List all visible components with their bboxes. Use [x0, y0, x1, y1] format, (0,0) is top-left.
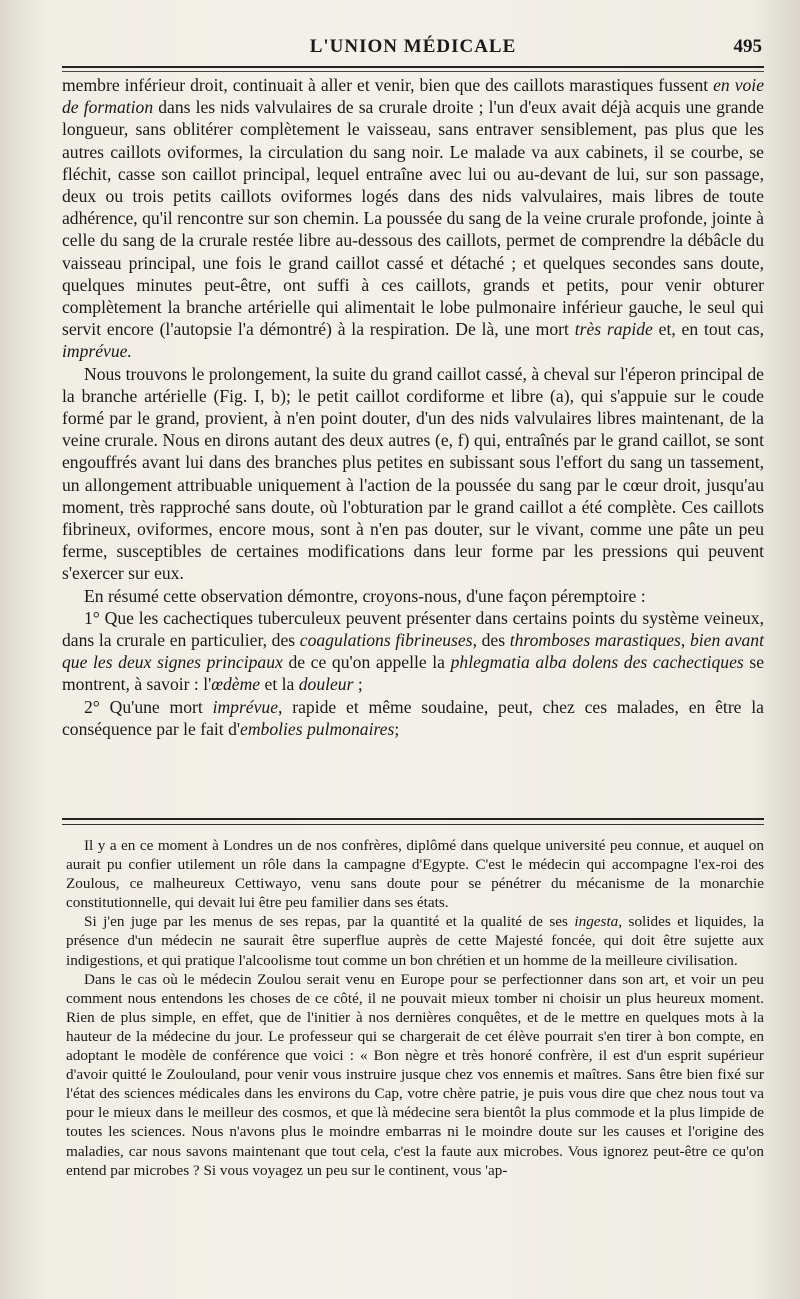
text-run: de ce qu'on appelle la — [282, 652, 451, 673]
text-run: dans les nids valvulaires de sa crurale droite ; l'un d'eux avait déjà acquis une grande longueur, sans oblitérer complètement le vaisseau, sans entraver sensiblement, pas plus que les autres caillots oviformes, la circulation du sang noir. Le malade va aux cabinets, il se courbe, se fléchit, casse son caillot principal, lequel entraîne avec lui ou au-devant de lui, sur son passage, deux ou trois petits caillots oviformes logés dans des nids valvulaires, mais libres de toute adhérence, qu'il rencontre sur son chemin. La poussée du sang de la veine crurale profonde, jointe à celle du sang de la crurale restée libre au-dessous des caillots, permet de comprendre la débâcle du vaisseau principal, une fois le grand caillot cassé et détaché ; et quelques secondes sans doute, quelques minutes peut-être, ont suffi à ces caillots, grands et petits, pour venir obturer complètement la branche artérielle qui alimentait le lobe pulmonaire inférieur gauche, le seul qui servit encore (l'autopsie l'a démontré) à la respiration. De là, une mort — [62, 97, 764, 340]
paragraph-2: Nous trouvons le prolongement, la suite du grand caillot cassé, à cheval sur l'éperon principal de la branche artérielle (Fig. I, b); le petit caillot cordiforme et libre (a), qui s'appuie sur le coude formé par le grand, provient, à n'en point douter, d'un des nids valvulaires libres maintenant, de la veine crurale. Nous en dirons autant des deux autres (e, f) qui, entraînés par le grand caillot, se sont engouffrés avant lui dans des branches plus petites en subissant sous l'effort du sang un tassement, un allongement attribuable uniquement à l'action de la poussée du sang par le cœur droit, jusqu'au moment, très rapproché sans doute, où l'obturation par le grand caillot a été complète. Ces caillots fibrineux, oviformes, encore mous, sont à n'en pas douter, sur le vivant, comme une pâte un peu ferme, susceptibles de certaines modifications dans leur forme par les pressions qui peuvent s'exercer sur eux. — [62, 363, 764, 584]
italic-run: en voie de formation — [62, 75, 764, 118]
italic-run: très rapide — [574, 319, 653, 340]
italic-run: imprévue. — [62, 341, 132, 362]
header-rule — [62, 66, 764, 72]
text-run: et, en tout cas, — [652, 319, 764, 340]
main-text — [62, 74, 764, 740]
text-run: 2° Qu'une mort — [84, 696, 213, 717]
italic-run: thromboses marastiques — [509, 630, 681, 651]
text-run: membre inférieur droit, continuait à aller et venir, bien que des caillots marastiques fussent — [62, 75, 714, 95]
feuilleton-rule — [62, 818, 764, 825]
text-run: ; — [394, 718, 400, 739]
italic-run: coagulations fibrineuses — [299, 630, 473, 651]
note-paragraph-1: Il y a en ce moment à Londres un de nos confrères, diplômé dans quelque université peu connue, et auquel on aurait pu confier utilement un rôle dans la campagne d'Egypte. C'est le médecin qui accompagne l'ex-roi des Zoulous, ce malheureux Cettiwayo, venu sans doute pour se pénétrer du mécanisme de la monarchie constitutionnelle, qui devait lui être peu familier dans ses états. — [66, 837, 764, 912]
text-run: , — [680, 630, 690, 651]
page-header — [62, 32, 764, 62]
paragraph-1 — [62, 74, 764, 363]
conclusion-1 — [62, 607, 764, 696]
text-run: , des — [472, 630, 510, 651]
italic-run: ingesta — [574, 913, 619, 931]
italic-run: embolies pulmonaires — [240, 718, 395, 739]
text-run: et la — [260, 674, 299, 695]
feuilleton-text — [66, 836, 764, 1180]
italic-run: bien avant que les deux signes principaux — [62, 630, 764, 673]
text-run: Si j'en juge par les menus de ses repas, par la quantité et la qualité de ses — [84, 913, 575, 931]
conclusion-2 — [62, 696, 764, 740]
running-title: L'UNION MÉDICALE — [309, 36, 517, 57]
paragraph-3: En résumé cette observation démontre, croyons-nous, d'une façon péremptoire : — [84, 585, 646, 606]
page-number: 495 — [733, 36, 762, 57]
text-run: 1° Que les cachectiques tuberculeux peuvent présenter dans certains points du système veineux, dans la crurale en particulier, des — [62, 607, 764, 651]
note-paragraph-3: Dans le cas où le médecin Zoulou serait venu en Europe pour se perfectionner dans son art, et voir un peu comment nous entendons les choses de ce côté, il ne pouvait mieux tomber ni choisir un plus heureux moment. Rien de plus simple, en effet, que de l'initier à nos dernières conquêtes, et de le mettre en quelques mots à la hauteur de la médecine du jour. Le professeur qui se chargerait de cet élève pourrait s'en tirer à bon compte, en adoptant le modèle de conférence que voici : « Bon nègre et très honoré confrère, il est d'un esprit supérieur d'avoir quitté le Zoulouland, pour venir vous instruire jusque chez vos ennemis et maîtres. Sans être bien fixé sur l'état des sciences médicales dans les environs du Cap, votre chère patrie, je puis vous dire que chez nous tout va pour le mieux dans le meilleur des cosmos, et que là médecine sera bientôt la plus commode et la plus limpide de toutes les sciences. Nous n'avons plus le moindre embarras ni le moindre doute sur les causes et l'origine des maladies, car nous savons maintenant que tout cela, c'est la faute aux microbes. Vous ignorez peut-être ce qu'on entend par microbes ? Si vous voyagez un peu sur le continent, vous 'ap- — [66, 970, 764, 1179]
note-paragraph-2 — [66, 912, 764, 969]
text-run: , solides et liquides, la présence d'un médecin ne saurait être superflue auprès de cette Majesté foncée, qui doit être sujette aux indigestions, et qui pratique l'alcoolisme tout comme un bon chrétien et un homme de la meilleure civilisation. — [66, 913, 764, 969]
italic-run: phlegmatia alba dolens des cachectiques — [450, 652, 744, 673]
text-run: se montrent, à savoir : l' — [62, 652, 765, 695]
text-run: , rapide et même soudaine, peut, chez ces malades, en être la conséquence par le fait d' — [62, 696, 764, 739]
italic-run: imprévue — [212, 696, 279, 717]
text-run: ; — [353, 674, 363, 695]
italic-run: œdème — [211, 674, 261, 695]
italic-run: douleur — [298, 674, 354, 695]
